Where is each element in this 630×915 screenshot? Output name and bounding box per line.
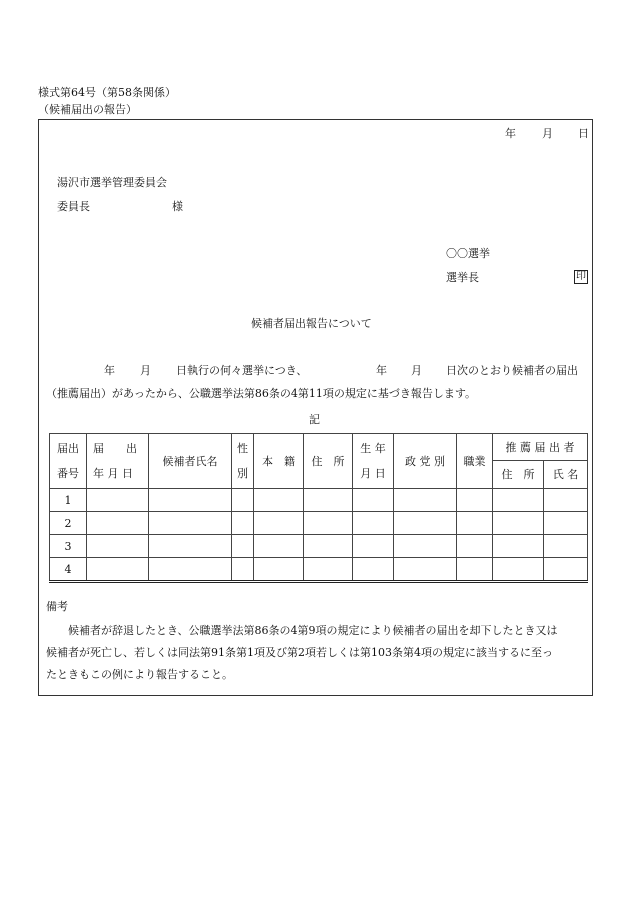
cell-rec-address[interactable] xyxy=(493,535,544,558)
form-frame xyxy=(38,119,593,696)
cell-date[interactable] xyxy=(87,489,149,512)
header-recommender: 推 薦 届 出 者 xyxy=(493,434,588,461)
cell-occupation[interactable] xyxy=(457,558,493,582)
notes-line-1: 候補者が辞退したとき、公職選挙法第86条の4第9項の規定により候補者の届出を却下したとき又は xyxy=(68,624,558,637)
cell-address[interactable] xyxy=(304,535,353,558)
cell-address[interactable] xyxy=(304,558,353,582)
cell-address[interactable] xyxy=(304,512,353,535)
sender-election: 〇〇選挙 xyxy=(446,247,490,260)
candidate-table xyxy=(49,433,588,583)
cell-honseki[interactable] xyxy=(254,535,304,558)
header-rec-address: 住 所 xyxy=(493,461,544,489)
seal-mark: 印 xyxy=(576,271,586,282)
notes-line-2: 候補者が死亡し、若しくは同法第91条第1項及び第2項若しくは第103条第4項の規定に該当するに至っ xyxy=(46,646,553,659)
cell-honseki[interactable] xyxy=(254,558,304,582)
header-sex: 性 別 xyxy=(232,434,254,489)
cell-address[interactable] xyxy=(304,489,353,512)
cell-occupation[interactable] xyxy=(457,535,493,558)
cell-party[interactable] xyxy=(394,489,457,512)
form-number: 様式第64号（第58条関係） xyxy=(38,86,176,99)
cell-sex[interactable] xyxy=(232,512,254,535)
table-row xyxy=(50,489,588,512)
cell-occupation[interactable] xyxy=(457,512,493,535)
document-subject: 候補者届出報告について xyxy=(251,317,372,330)
ki-mark: 記 xyxy=(309,413,320,426)
table-row xyxy=(50,535,588,558)
cell-birth[interactable] xyxy=(353,512,394,535)
cell-rec-address[interactable] xyxy=(493,512,544,535)
cell-party[interactable] xyxy=(394,558,457,582)
row-number: 4 xyxy=(50,558,87,582)
header-no: 届出 番号 xyxy=(50,434,87,489)
cell-rec-address[interactable] xyxy=(493,489,544,512)
cell-rec-name[interactable] xyxy=(544,489,588,512)
body-text-2: 日次のとおり候補者の届出 xyxy=(446,364,578,377)
body-month-1: 月 xyxy=(140,364,151,377)
row-number: 2 xyxy=(50,512,87,535)
header-party: 政 党 別 xyxy=(394,434,457,489)
cell-name[interactable] xyxy=(149,558,232,582)
cell-birth[interactable] xyxy=(353,535,394,558)
cell-occupation[interactable] xyxy=(457,489,493,512)
header-date: 届 出 年 月 日 xyxy=(87,434,149,489)
cell-rec-name[interactable] xyxy=(544,512,588,535)
cell-sex[interactable] xyxy=(232,535,254,558)
header-rec-name: 氏 名 xyxy=(544,461,588,489)
header-honseki: 本 籍 xyxy=(254,434,304,489)
body-text-1: 日執行の何々選挙につき、 xyxy=(176,364,308,377)
cell-honseki[interactable] xyxy=(254,489,304,512)
form-title: （候補届出の報告） xyxy=(38,103,137,116)
date-year: 年 xyxy=(505,127,516,140)
header-birth: 生 年 月 日 xyxy=(353,434,394,489)
cell-rec-name[interactable] xyxy=(544,535,588,558)
date-day: 日 xyxy=(578,127,589,140)
cell-rec-name[interactable] xyxy=(544,558,588,582)
notes-line-3: たときもこの例により報告すること。 xyxy=(46,668,233,681)
body-month-2: 月 xyxy=(411,364,422,377)
table-row xyxy=(50,512,588,535)
addressee-chair: 委員長 xyxy=(57,200,90,213)
table-row xyxy=(50,558,588,582)
cell-birth[interactable] xyxy=(353,558,394,582)
body-year-1: 年 xyxy=(104,364,115,377)
addressee-honorific: 様 xyxy=(172,200,183,213)
cell-name[interactable] xyxy=(149,535,232,558)
sender-title: 選挙長 xyxy=(446,271,479,284)
cell-party[interactable] xyxy=(394,512,457,535)
notes-body xyxy=(46,620,591,686)
cell-date[interactable] xyxy=(87,535,149,558)
cell-sex[interactable] xyxy=(232,489,254,512)
body-year-2: 年 xyxy=(376,364,387,377)
row-number: 1 xyxy=(50,489,87,512)
header-occupation: 職業 xyxy=(457,434,493,489)
cell-date[interactable] xyxy=(87,512,149,535)
header-address: 住 所 xyxy=(304,434,353,489)
cell-rec-address[interactable] xyxy=(493,558,544,582)
notes-heading: 備考 xyxy=(46,600,68,613)
header-candidate-name: 候補者氏名 xyxy=(149,434,232,489)
date-month: 月 xyxy=(542,127,553,140)
cell-name[interactable] xyxy=(149,512,232,535)
cell-date[interactable] xyxy=(87,558,149,582)
addressee-org: 湯沢市選挙管理委員会 xyxy=(57,176,167,189)
cell-sex[interactable] xyxy=(232,558,254,582)
body-line-2: （推薦届出）があったから、公職選挙法第86条の4第11項の規定に基づき報告します。 xyxy=(46,387,476,400)
cell-honseki[interactable] xyxy=(254,512,304,535)
cell-birth[interactable] xyxy=(353,489,394,512)
cell-name[interactable] xyxy=(149,489,232,512)
cell-party[interactable] xyxy=(394,535,457,558)
row-number: 3 xyxy=(50,535,87,558)
